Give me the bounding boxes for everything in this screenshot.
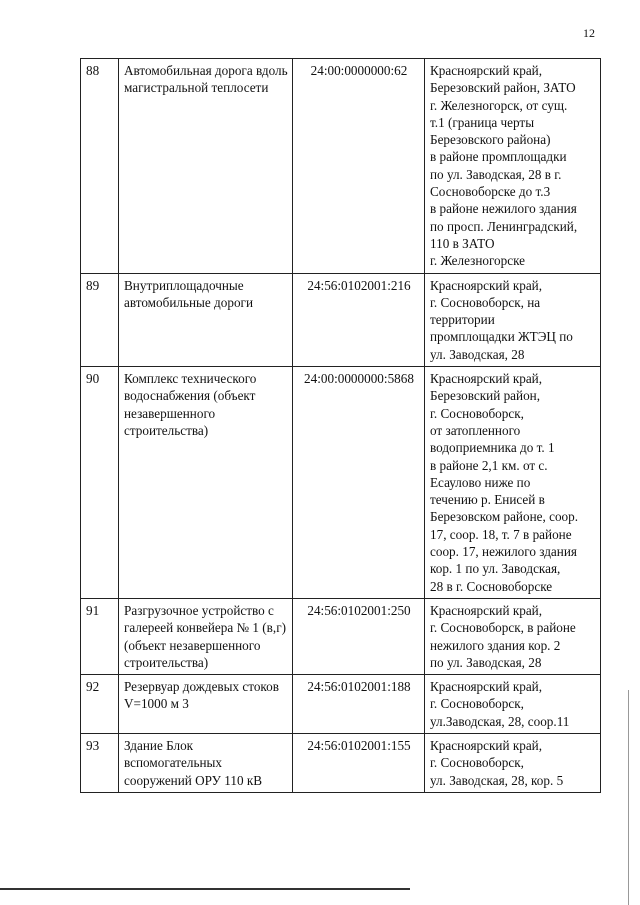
object-name: Резервуар дождевых стоков V=1000 м 3 xyxy=(119,675,293,734)
object-address: Красноярский край, Березовский район, ЗАТО г. Железногорск, от сущ. т.1 (граница черты Березовского района) в районе промплощадки по ул. Заводская, 28 в г. Сосновоборске до т.3 в районе нежилого здания по просп. Ленинградский, 110 в ЗАТО г. Железногорске xyxy=(425,59,601,274)
table-row xyxy=(81,675,601,734)
table-row xyxy=(81,733,601,792)
scan-edge-mark xyxy=(628,690,629,905)
object-address: Красноярский край, г. Сосновоборск, ул. Заводская, 28, кор. 5 xyxy=(425,733,601,792)
row-number: 93 xyxy=(81,733,119,792)
cadastral-number: 24:56:0102001:250 xyxy=(293,598,425,674)
cadastral-number: 24:56:0102001:216 xyxy=(293,273,425,366)
table-row xyxy=(81,273,601,366)
object-name: Автомобильная дорога вдоль магистральной теплосети xyxy=(119,59,293,274)
cadastral-number: 24:56:0102001:155 xyxy=(293,733,425,792)
object-address: Красноярский край, г. Сосновоборск, в районе нежилого здания кор. 2 по ул. Заводская, 28 xyxy=(425,598,601,674)
row-number: 90 xyxy=(81,367,119,599)
object-name: Разгрузочное устройство с галереей конвейера № 1 (в,г) (объект незавершенного строительства) xyxy=(119,598,293,674)
table-row xyxy=(81,367,601,599)
scan-edge-line xyxy=(0,888,410,890)
object-name: Внутриплощадочные автомобильные дороги xyxy=(119,273,293,366)
cadastral-number: 24:00:0000000:5868 xyxy=(293,367,425,599)
property-table xyxy=(80,58,601,793)
row-number: 92 xyxy=(81,675,119,734)
object-address: Красноярский край, г. Сосновоборск, ул.Заводская, 28, соор.11 xyxy=(425,675,601,734)
table-row xyxy=(81,59,601,274)
object-address: Красноярский край, Березовский район, г. Сосновоборск, от затопленного водоприемника до т. 1 в районе 2,1 км. от с. Есаулово ниже по течению р. Енисей в Березовском районе, соор. 17, соор. 18, т. 7 в районе соор. 17, нежилого здания кор. 1 по ул. Заводская, 28 в г. Сосновоборске xyxy=(425,367,601,599)
object-name: Здание Блок вспомогательных сооружений ОРУ 110 кВ xyxy=(119,733,293,792)
cadastral-number: 24:00:0000000:62 xyxy=(293,59,425,274)
cadastral-number: 24:56:0102001:188 xyxy=(293,675,425,734)
page-number: 12 xyxy=(583,26,595,40)
object-name: Комплекс технического водоснабжения (объект незавершенного строительства) xyxy=(119,367,293,599)
row-number: 89 xyxy=(81,273,119,366)
row-number: 91 xyxy=(81,598,119,674)
object-address: Красноярский край, г. Сосновоборск, на территории промплощадки ЖТЭЦ по ул. Заводская, 28 xyxy=(425,273,601,366)
table-row xyxy=(81,598,601,674)
row-number: 88 xyxy=(81,59,119,274)
